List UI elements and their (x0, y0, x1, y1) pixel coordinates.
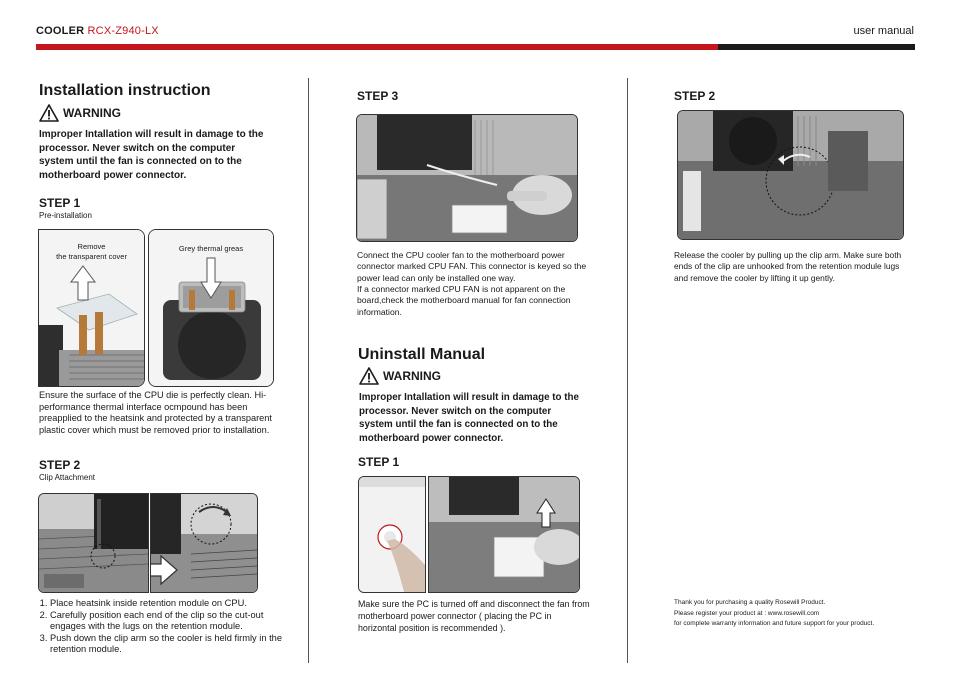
footer-line-1: Thank you for purchasing a quality Rosewill Product. (674, 599, 826, 606)
model-number: RCX-Z940-LX (87, 25, 159, 37)
install-step2-list (39, 598, 288, 656)
footer-line-2: Please register your product at : www.rosewill.com (674, 610, 820, 617)
power-off-photo (358, 476, 426, 593)
pre-installation-photo-grease (148, 229, 274, 387)
caption-remove-line-1: Remove (77, 242, 106, 251)
installation-warning-heading (39, 104, 121, 122)
brand-label (36, 25, 159, 37)
list-item: 3. Push down the clip arm so the cooler is held firmly in the retention module. (50, 633, 288, 656)
list-item: 1. Place heatsink inside retention module on CPU. (50, 598, 288, 610)
caption-remove-cover (39, 242, 144, 262)
uninstall-step1-label: STEP 1 (358, 455, 400, 469)
warning-label: WARNING (383, 369, 441, 383)
install-step3-text-2: If a connector marked CPU FAN is not apparent on the board,check the motherboard manual for fan connection information. (357, 284, 571, 317)
caption-grey-grease: Grey thermal greas (178, 244, 244, 253)
disconnect-fan-photo (428, 476, 580, 593)
installation-warning-text: Improper Intallation will result in damage to the processor. Never switch on the computer system until the fan is connected on to the motherboard power connector. (39, 129, 264, 181)
clip-attachment-photo-2 (150, 493, 258, 593)
install-step3-text-1: Connect the CPU cooler fan to the motherboard power connector marked CPU FAN. This connector is keyed so the power lead can only be installed one way. (357, 250, 587, 283)
caption-remove-line-2: the transparent cover (56, 252, 127, 261)
installation-title: Installation instruction (39, 82, 211, 99)
uninstall-warning-text: Improper Intallation will result in damage to the processor. Never switch on the computer system until the fan is connected on to the motherboard power connector. (359, 392, 579, 444)
warning-label: WARNING (63, 106, 121, 120)
uninstall-step2-text: Release the cooler by pulling up the clip arm. Make sure both ends of the clip are unhooked from the retention module lugs and remove the cooler by lifting it up gently. (674, 250, 902, 283)
fan-connector-photo (356, 114, 578, 242)
footer-line-3: for complete warranty information and future support for your product. (674, 620, 875, 627)
uninstall-step2-label: STEP 2 (674, 89, 716, 103)
release-clip-photo (677, 110, 904, 240)
list-item: 2. Carefully position each end of the clip so the cut-out engages with the lugs on the retention module. (50, 610, 288, 633)
install-step2-subtitle: Clip Attachment (39, 473, 96, 482)
brand-name: COOLER (36, 25, 85, 37)
clip-attachment-photo-1 (38, 493, 149, 593)
uninstall-warning-heading (359, 367, 441, 385)
doc-type-label: user manual (853, 25, 914, 37)
install-step3-label: STEP 3 (357, 89, 399, 103)
install-step1-text: Ensure the surface of the CPU die is perfectly clean. Hi-performance thermal interface ocmpound has been preapplied to the heatsink and protected by a transparent plastic cover which must be removed prior to installation. (39, 390, 272, 435)
column-divider-1 (308, 78, 309, 663)
header-bar-red (36, 44, 718, 50)
uninstall-step1-text: Make sure the PC is turned off and disconnect the fan from motherboard power connector ( placing the PC in horizontal position is recommended ). (358, 599, 590, 633)
warning-icon (39, 104, 59, 122)
header-bar-black (718, 44, 915, 50)
warning-icon (359, 367, 379, 385)
install-step1-label: STEP 1 (39, 196, 81, 210)
pre-installation-photo-cover (38, 229, 145, 387)
install-step2-label: STEP 2 (39, 458, 81, 472)
uninstall-title: Uninstall Manual (358, 346, 486, 363)
column-divider-2 (627, 78, 628, 663)
install-step1-subtitle: Pre-installation (39, 211, 92, 220)
